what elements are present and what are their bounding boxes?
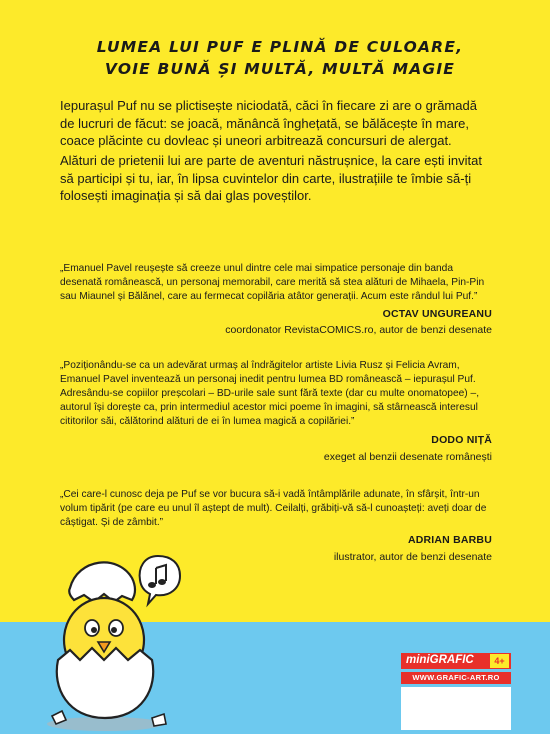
- testimonial-role-1: coordonator RevistaCOMICS.ro, autor de benzi desenate: [225, 324, 492, 336]
- testimonial-quote-2: „Poziționându-se ca un adevărat urmaș al îndrăgitelor artiste Livia Rusz și Felicia Avram, Emanuel Pavel inventează un personaj inedit pentru lumea BD românească – iepurașul Puf. Adresându-se copiilor preșcolari – BD-urile sale sunt fără texte (dar cu multe onomatopee) –, autorul își dorește ca, prin intermediul acestor mici poeme în imagini, să stârnească interesul cititorilor săi, călătorind alături de ei în lumea magică a copilăriei.”: [60, 360, 480, 427]
- testimonial-role-2: exeget al benzii desenate românești: [323, 451, 492, 463]
- publisher-logo: [401, 653, 511, 669]
- title-line-2: VOIE BUNĂ ȘI MULTĂ, MULTĂ MAGIE: [104, 60, 456, 78]
- testimonial-quote-1: „Emanuel Pavel reușește să creeze unul dintre cele mai simpatice personaje din banda desenată românească, un personaj memorabil, care merită să stea alături de Mihaela, Pin-Pin sau Miaunel și Bălănel, care au fermecat copilăria atâtor generații. Acum este rândul lui Puf.”: [60, 263, 485, 302]
- intro-paragraph-2: Alături de prietenii lui are parte de aventuri năstrușnice, la care ești invitat să participi și tu, iar, în lipsa cuvintelor din carte, ilustrațiile te îmbie să-ți folosești imaginația și să dai glas poveștilor.: [60, 153, 482, 203]
- intro-paragraph-1: Iepurașul Puf nu se plictisește niciodată, căci în fiecare zi are o grămadă de lucruri de făcut: se joacă, mănâncă înghețată, se bălăcește în mare, coace plăcinte cu dovleac și uneori arbitrează concursuri de alergat.: [60, 98, 477, 148]
- testimonial-role-3: ilustrator, autor de benzi desenate: [333, 551, 492, 563]
- testimonial-author-1: OCTAV UNGUREANU: [382, 308, 492, 320]
- testimonial-author-2: DODO NIȚĂ: [431, 434, 492, 446]
- speech-bubble: [140, 556, 180, 604]
- barcode-area: [401, 687, 511, 730]
- testimonial-quote-3: „Cei care-l cunosc deja pe Puf se vor bucura să-i vadă întâmplările adunate, în sfârșit, într-un volum tipărit (pe care eu unul îl aștept de mult). Ceilalți, grăbiți-vă să-l cunoașteți: aveți doar de câștigat. Și de zâmbit.”: [60, 489, 487, 528]
- testimonial-author-3: ADRIAN BARBU: [407, 534, 492, 546]
- title-line-1: LUMEA LUI PUF E PLINĂ DE CULOARE,: [96, 38, 464, 56]
- age-badge: 4+: [490, 654, 509, 668]
- publisher-website: WWW.GRAFIC-ART.RO: [401, 672, 511, 684]
- publisher-logo-text: miniGRAFIC: [406, 654, 474, 666]
- chick-in-egg-icon: [40, 548, 190, 734]
